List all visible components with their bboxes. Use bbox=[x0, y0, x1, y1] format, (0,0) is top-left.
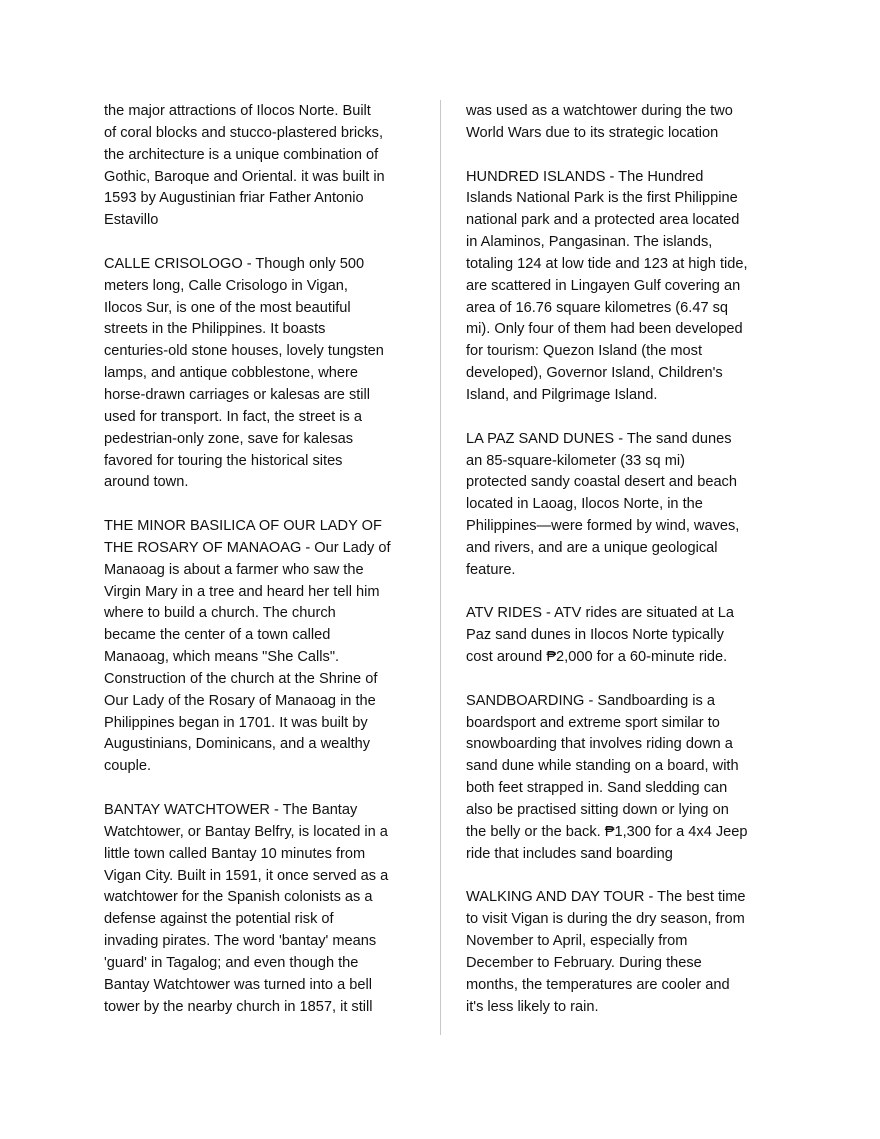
text-line: LA PAZ SAND DUNES - The sand dunes bbox=[466, 430, 732, 447]
text-line: November to April, especially from bbox=[466, 933, 688, 950]
text-line: for tourism: Quezon Island (the most bbox=[466, 343, 703, 360]
text-line: the belly or the back. ₱1,300 for a 4x4 Jeep bbox=[466, 823, 748, 840]
text-line: ATV RIDES - ATV rides are situated at La bbox=[466, 605, 734, 622]
paragraph bbox=[104, 101, 424, 232]
text-line: BANTAY WATCHTOWER - The Bantay bbox=[104, 802, 358, 818]
text-line: mi). Only four of them had been developed bbox=[466, 321, 743, 338]
text-line: CALLE CRISOLOGO - Though only 500 bbox=[104, 255, 365, 272]
paragraph bbox=[466, 429, 786, 582]
text-line: Paz sand dunes in Ilocos Norte typically bbox=[466, 627, 724, 644]
text-line: meters long, Calle Crisologo in Vigan, bbox=[104, 277, 348, 294]
text-line: it's less likely to rain. bbox=[466, 998, 599, 1015]
text-line: Construction of the church at the Shrine of bbox=[104, 670, 378, 687]
text-line: and rivers, and are a unique geological bbox=[466, 539, 718, 556]
text-line: Estavillo bbox=[104, 212, 159, 229]
text-line: area of 16.76 square kilometres (6.47 sq bbox=[466, 299, 729, 316]
text-line: used for transport. In fact, the street is a bbox=[104, 408, 362, 425]
text-line: Virgin Mary in a tree and heard her tell him bbox=[104, 583, 380, 600]
text-line: December to February. During these bbox=[466, 954, 702, 971]
paragraph bbox=[466, 887, 786, 1018]
text-line: Philippines began in 1701. It was built by bbox=[104, 714, 368, 731]
text-line: cost around ₱2,000 for a 60-minute ride. bbox=[466, 649, 728, 666]
column-divider bbox=[440, 100, 441, 1035]
text-line: totaling 124 at low tide and 123 at high tide, bbox=[466, 255, 748, 272]
text-line: Watchtower, or Bantay Belfry, is located in a bbox=[104, 823, 388, 840]
text-line: horse-drawn carriages or kalesas are still bbox=[104, 386, 371, 403]
text-line: where to build a church. The church bbox=[104, 605, 336, 622]
text-line: boardsport and extreme sport similar to bbox=[466, 714, 720, 731]
text-line: months, the temperatures are cooler and bbox=[466, 976, 730, 993]
text-line: invading pirates. The word 'bantay' means bbox=[104, 933, 377, 950]
paragraph bbox=[466, 691, 786, 866]
text-line: also be practised sitting down or lying on bbox=[466, 802, 729, 818]
paragraph bbox=[104, 800, 424, 1018]
text-line: Manaoag, which means "She Calls". bbox=[104, 649, 340, 666]
text-line: defense against the potential risk of bbox=[104, 911, 334, 928]
text-line: are scattered in Lingayen Gulf covering an bbox=[466, 277, 741, 294]
text-line: couple. bbox=[104, 758, 152, 775]
text-line: Gothic, Baroque and Oriental. it was built in bbox=[104, 168, 385, 185]
text-line: streets in the Philippines. It boasts bbox=[104, 321, 326, 338]
paragraph bbox=[466, 603, 786, 669]
text-line: developed), Governor Island, Children's bbox=[466, 365, 723, 382]
text-line: centuries-old stone houses, lovely tungsten bbox=[104, 343, 384, 360]
text-line: Bantay Watchtower was turned into a bell bbox=[104, 976, 372, 993]
text-line: ride that includes sand boarding bbox=[466, 845, 673, 862]
text-line: WALKING AND DAY TOUR - The best time bbox=[466, 889, 746, 906]
text-line: in Alaminos, Pangasinan. The islands, bbox=[466, 234, 713, 251]
text-line: an 85-square-kilometer (33 sq mi) bbox=[466, 452, 685, 469]
text-line: tower by the nearby church in 1857, it still bbox=[104, 998, 373, 1015]
paragraph bbox=[466, 167, 786, 407]
text-line: feature. bbox=[466, 561, 516, 578]
text-line: Manaoag is about a farmer who saw the bbox=[104, 561, 364, 578]
text-line: Ilocos Sur, is one of the most beautiful bbox=[104, 299, 351, 316]
paragraph bbox=[466, 101, 786, 145]
text-line: Island, and Pilgrimage Island. bbox=[466, 386, 658, 403]
text-line: watchtower for the Spanish colonists as a bbox=[104, 889, 373, 906]
paragraph bbox=[104, 254, 424, 494]
text-line: protected sandy coastal desert and beach bbox=[466, 474, 737, 491]
text-line: to visit Vigan is during the dry season, from bbox=[466, 911, 745, 928]
text-line: Our Lady of the Rosary of Manaoag in the bbox=[104, 692, 376, 709]
text-line: the architecture is a unique combination of bbox=[104, 146, 379, 163]
text-line: 'guard' in Tagalog; and even though the bbox=[104, 954, 359, 971]
text-line: THE MINOR BASILICA OF OUR LADY OF bbox=[104, 518, 382, 535]
text-line: pedestrian-only zone, save for kalesas bbox=[104, 430, 354, 447]
text-line: little town called Bantay 10 minutes from bbox=[104, 845, 366, 862]
text-line: sand dune while standing on a board, with bbox=[466, 758, 739, 775]
text-line: SANDBOARDING - Sandboarding is a bbox=[466, 692, 716, 709]
text-line: World Wars due to its strategic location bbox=[466, 124, 719, 141]
text-line: located in Laoag, Ilocos Norte, in the bbox=[466, 496, 703, 513]
text-line: around town. bbox=[104, 474, 189, 491]
text-line: of coral blocks and stucco-plastered bricks, bbox=[104, 124, 384, 141]
left-column bbox=[104, 101, 424, 1040]
text-line: national park and a protected area located bbox=[466, 212, 740, 229]
text-line: was used as a watchtower during the two bbox=[466, 103, 733, 119]
paragraph bbox=[104, 516, 424, 778]
text-line: Islands National Park is the first Philippine bbox=[466, 190, 738, 207]
text-line: the major attractions of Ilocos Norte. Built bbox=[104, 103, 371, 119]
text-line: 1593 by Augustinian friar Father Antonio bbox=[104, 190, 364, 207]
text-line: became the center of a town called bbox=[104, 627, 331, 644]
text-line: Vigan City. Built in 1591, it once served as a bbox=[104, 867, 389, 884]
text-line: lamps, and antique cobblestone, where bbox=[104, 365, 358, 382]
text-line: THE ROSARY OF MANAOAG - Our Lady of bbox=[104, 539, 391, 556]
text-line: both feet strapped in. Sand sledding can bbox=[466, 780, 728, 797]
text-line: Philippines—were formed by wind, waves, bbox=[466, 518, 740, 535]
text-line: HUNDRED ISLANDS - The Hundred bbox=[466, 168, 704, 185]
text-line: favored for touring the historical sites bbox=[104, 452, 343, 469]
right-column bbox=[466, 101, 786, 1040]
text-line: snowboarding that involves riding down a bbox=[466, 736, 733, 753]
text-line: Augustinians, Dominicans, and a wealthy bbox=[104, 736, 371, 753]
